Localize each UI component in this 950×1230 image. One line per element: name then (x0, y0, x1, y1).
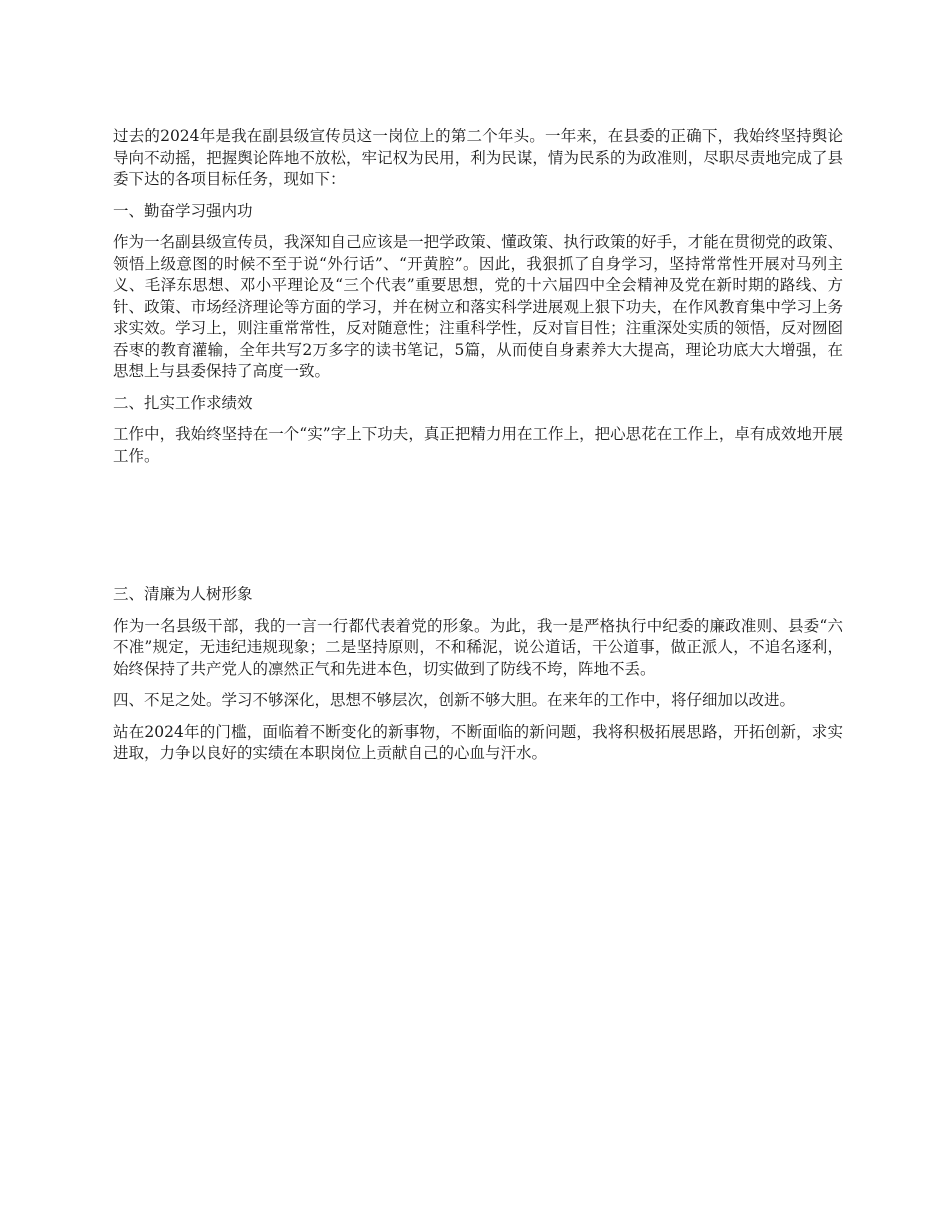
blank-gap (113, 477, 843, 584)
section-4-paragraph: 四、不足之处。学习不够深化，思想不够层次，创新不够大胆。在来年的工作中，将仔细加以改进。 (113, 691, 796, 709)
section-2-paragraph: 工作中，我始终坚持在一个“实”字上下功夫，真正把精力用在工作上，把心思花在工作上，卓有成效地开展工作。 (113, 425, 843, 465)
document-body (113, 126, 843, 775)
section-3-heading: 三、清廉为人树形象 (113, 585, 253, 603)
section-1-heading: 一、勤奋学习强内功 (113, 201, 253, 220)
section-3-paragraph: 作为一名县级干部，我的一言一行都代表着党的形象。为此，我一是严格执行中纪委的廉政准则、县委“六不准”规定，无违纪违规现象；二是坚持原则，不和稀泥，说公道话，干公道事，做正派人，不追名逐利，始终保持了共产党人的凛然正气和先进本色，切实做到了防线不垮，阵地不丢。 (113, 616, 843, 678)
section-1-paragraph: 作为一名副县级宣传员，我深知自己应该是一把学政策、懂政策、执行政策的好手，才能在贯彻党的政策、领悟上级意图的时候不至于说“外行话”、“开黄腔”。因此，我狠抓了自身学习，坚持常常性开展对马列主义、毛泽东思想、邓小平理论及“三个代表”重要思想，党的十六届四中全会精神及党在新时期的路线、方针、政策、市场经济理论等方面的学习，并在树立和落实科学进展观上狠下功夫，在作风教育集中学习上务求实效。学习上，则注重常常性，反对随意性；注重科学性，反对盲目性；注重深处实质的领悟，反对囫囵吞枣的教育灌输，全年共写2万多字的读书笔记，5篇，从而使自身素养大大提高，理论功底大大增强，在思想上与县委保持了高度一致。 (113, 233, 843, 380)
section-2-heading: 二、扎实工作求绩效 (113, 393, 253, 412)
intro-paragraph: 过去的2024年是我在副县级宣传员这一岗位上的第二个年头。一年来，在县委的正确下，我始终坚持舆论导向不动摇，把握舆论阵地不放松，牢记权为民用，利为民谋，情为民系的为政准则，尽职尽责地完成了县委下达的各项目标任务，现如下： (113, 127, 843, 188)
closing-paragraph: 站在2024年的门槛，面临着不断变化的新事物，不断面临的新问题，我将积极拓展思路，开拓创新，求实进取，力争以良好的实绩在本职岗位上贡献自己的心血与汗水。 (113, 722, 843, 762)
